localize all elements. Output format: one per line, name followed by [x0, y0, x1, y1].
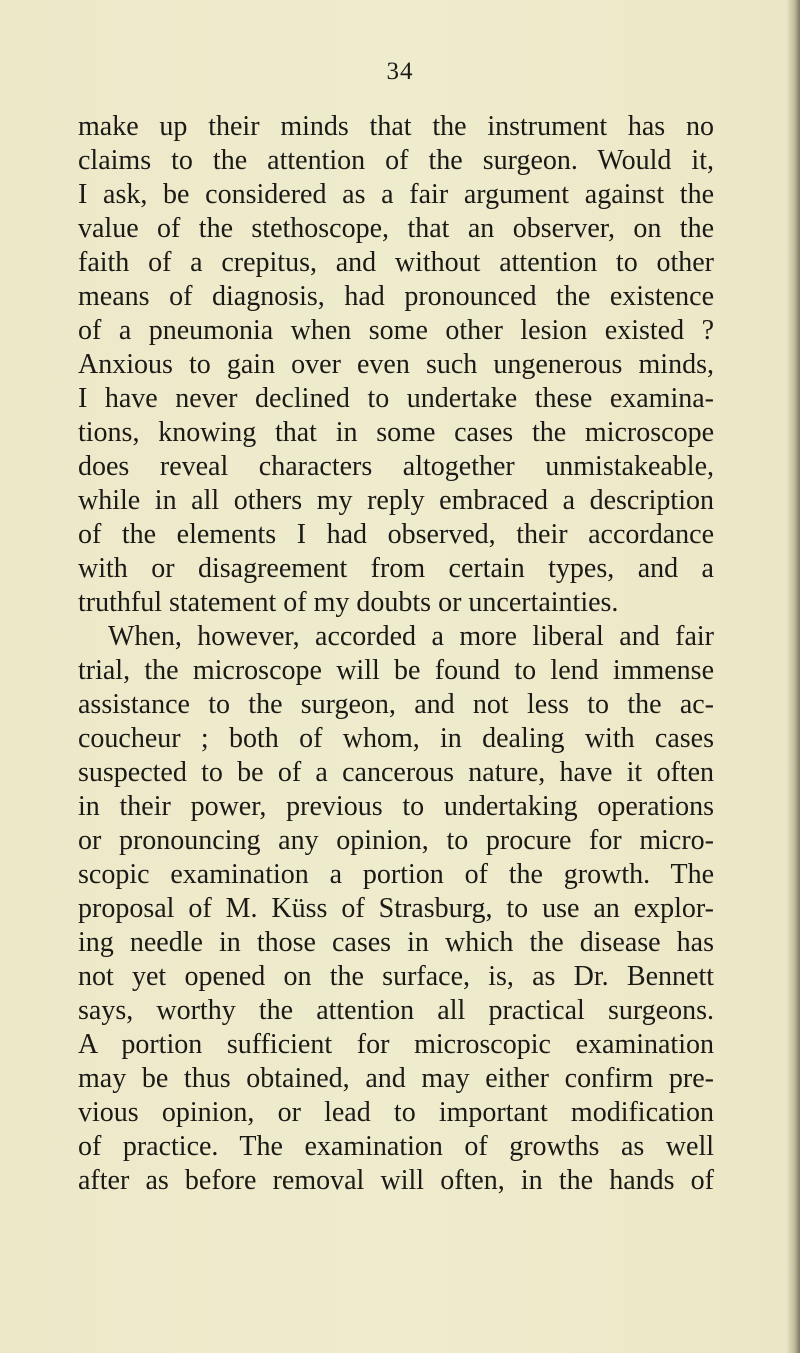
text-line: while in all others my reply embraced a description	[78, 485, 714, 516]
text-line: Anxious to gain over even such ungenerous minds,	[78, 349, 714, 380]
text-line: after as before removal will often, in the hands of	[78, 1165, 714, 1196]
text-line: of the elements I had observed, their accordance	[78, 519, 714, 550]
text-line: I ask, be considered as a fair argument against the	[78, 179, 714, 210]
text-line: When, however, accorded a more liberal and fair	[108, 621, 714, 652]
text-line: tions, knowing that in some cases the microscope	[78, 417, 714, 448]
page-number: 34	[386, 58, 414, 85]
text-line: suspected to be of a cancerous nature, have it often	[78, 757, 714, 788]
text-line: value of the stethoscope, that an observer, on the	[78, 213, 714, 244]
text-line: faith of a crepitus, and without attention to other	[78, 247, 714, 278]
text-line: trial, the microscope will be found to lend immense	[78, 655, 714, 686]
text-line: claims to the attention of the surgeon. Would it,	[78, 145, 714, 176]
text-line: proposal of M. Küss of Strasburg, to use an explor-	[78, 893, 714, 924]
text-line: with or disagreement from certain types, and a	[78, 553, 714, 584]
text-line: ing needle in those cases in which the disease has	[78, 927, 714, 958]
text-line: A portion sufficient for microscopic examination	[78, 1029, 714, 1060]
text-line: means of diagnosis, had pronounced the existence	[78, 281, 714, 312]
text-line: assistance to the surgeon, and not less to the ac-	[78, 689, 714, 720]
text-line: says, worthy the attention all practical surgeons.	[78, 995, 714, 1026]
text-line: or pronouncing any opinion, to procure for micro-	[78, 825, 714, 856]
text-line: vious opinion, or lead to important modification	[78, 1097, 714, 1128]
text-line: may be thus obtained, and may either confirm pre-	[78, 1063, 714, 1094]
text-line: does reveal characters altogether unmistakeable,	[78, 451, 714, 482]
text-line: coucheur ; both of whom, in dealing with cases	[78, 723, 714, 754]
text-line: of practice. The examination of growths as well	[78, 1131, 714, 1162]
text-line: of a pneumonia when some other lesion existed ?	[78, 315, 714, 346]
text-line: scopic examination a portion of the growth. The	[78, 859, 714, 890]
text-line: make up their minds that the instrument has no	[78, 111, 714, 142]
text-line: I have never declined to undertake these examina-	[78, 383, 714, 414]
text-line: not yet opened on the surface, is, as Dr. Bennett	[78, 961, 714, 992]
text-line: truthful statement of my doubts or uncertainties.	[78, 587, 619, 618]
text-line: in their power, previous to undertaking operations	[78, 791, 714, 822]
page-edge-shadow	[786, 0, 800, 1353]
